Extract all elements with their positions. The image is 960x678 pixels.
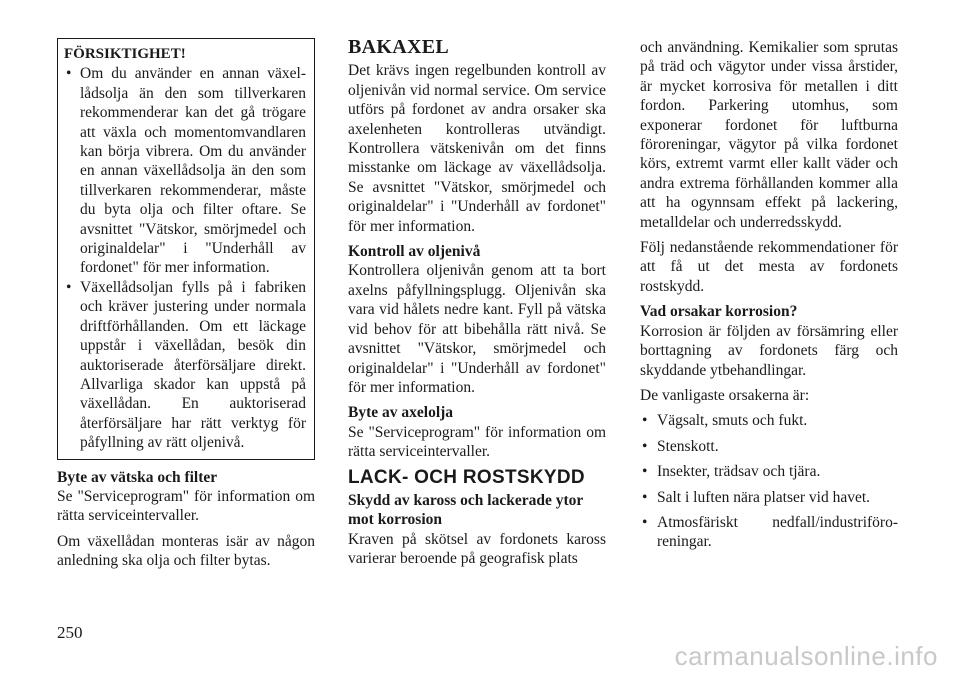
fluid-filter-text: Se "Serviceprogram" för information om rätta serviceintervaller.: [57, 487, 315, 525]
column-left: [57, 38, 315, 577]
caution-title: FÖRSIKTIGHET!: [64, 46, 186, 62]
caution-box: [57, 38, 315, 460]
corrosion-cause-heading: Vad orsakar korrosion?: [640, 303, 798, 321]
page-number: 250: [57, 623, 83, 642]
list-item: • Stenskott.: [642, 437, 719, 455]
list-item: • Insekter, trädsav och tjära.: [642, 463, 821, 481]
oil-check-text: Kontrollera oljenivån genom att ta bort axelns påfyllningsplugg. Oljenivån ska vara vid hålets nedre kant. Fyll på vätska vid behov för att bibehålla rätt nivå. Se avsnittet "Vätskor, smörjmedel och originaldelar" i "Underhåll av fordonet" för mer information.: [348, 262, 606, 396]
axle-text: Det krävs ingen regelbunden kontroll av oljenivån vid normal service. Om service utförs på fordonet av andra orsaker ska axelenheten kontrolleras utvändigt. Kontrollera vätskenivån om det finns misstanke om läckage av växellådsolja. Se avsnittet "Vätskor, smörjmedel och originaldelar" i "Underhåll av fordonet" för mer information.: [348, 62, 606, 235]
caution-item: • Om du använder en annan växellådsolja än den som tillverkaren rekommenderar kan det gå trögare att växla och momentomvandlaren kan börja vibrera. Om du använder en annan växellådsolja än den som tillverkaren rekommenderar, måste du byta olja och filter oftare. Se avsnittet "Vätskor, smörjmedel och originaldelar" i "Underhåll av fordonet" för mer information.: [66, 65, 306, 277]
oil-check-heading: Kontroll av oljenivå: [348, 243, 481, 261]
causes-list: [640, 411, 898, 551]
bullet-icon: •: [642, 513, 648, 531]
watermark: carmanualsonline.info: [674, 641, 938, 671]
bullet-icon: •: [66, 278, 72, 296]
column-right: [640, 38, 898, 558]
caution-item: • Växellådsoljan fylls på i fabriken och kräver justering under normala driftförhållanden. Om ett läckage uppstår i växellådan, besök din auktoriserade återförsäljare direkt. Allvarliga skador kan uppstå på växellådan. En auktoriserad återförsäljare har rätt verktyg för påfyllning av rätt oljenivå.: [66, 278, 306, 452]
follow-recommendations-text: Följ nedanstående rekommendationer för att få ut det mesta av fordonets rostskydd.: [640, 239, 898, 295]
axle-oil-text: Se "Serviceprogram" för information om rätta serviceintervaller.: [348, 423, 606, 461]
bullet-icon: •: [66, 65, 72, 83]
fluid-filter-heading: Byte av vätska och filter: [57, 468, 218, 486]
paint-rust-section-title: LACK- OCH ROSTSKYDD: [348, 466, 585, 488]
disassembly-text: Om växellådan monteras isär av någon anledning ska olja och filter bytas.: [57, 532, 315, 570]
corrosion-cause-text: Korrosion är följden av försämring eller borttagning av fordonets färg och skyddande ytbehandlingar.: [640, 322, 898, 379]
bullet-icon: •: [642, 437, 648, 455]
list-item: • Salt i luften nära platser vid havet.: [642, 488, 871, 506]
list-item: • Atmosfäriskt nedfall/industriföroreningar.: [642, 513, 898, 551]
continued-text: och användning. Kemikalier som sprutas på träd och vägytor under vissa årstider, är mycket korrosiva för metallen i ditt fordon. Parkering utomhus, som exponerar fordonet för luftburna föroreningar, vägytor på vilka fordonet körs, extremt varmt eller kallt väder och andra extrema förhållanden kommer alla att ha ogynnsam effekt på lackering, metalldelar och underredsskydd.: [640, 39, 898, 231]
bullet-icon: •: [642, 488, 648, 506]
common-causes-intro: De vanligaste orsakerna är:: [640, 386, 810, 404]
body-protection-heading: Skydd av kaross och lackerade ytor mot korrosion: [348, 491, 583, 529]
column-middle: [348, 38, 606, 575]
list-item: • Vägsalt, smuts och fukt.: [642, 412, 808, 430]
axle-oil-heading: Byte av axelolja: [348, 404, 454, 422]
bullet-icon: •: [642, 412, 648, 430]
body-protection-text: Kraven på skötsel av fordonets kaross varierar beroende på geografisk plats: [348, 530, 606, 568]
bullet-icon: •: [642, 463, 648, 481]
axle-section-title: BAKAXEL: [348, 36, 450, 58]
caution-list: [64, 64, 306, 452]
